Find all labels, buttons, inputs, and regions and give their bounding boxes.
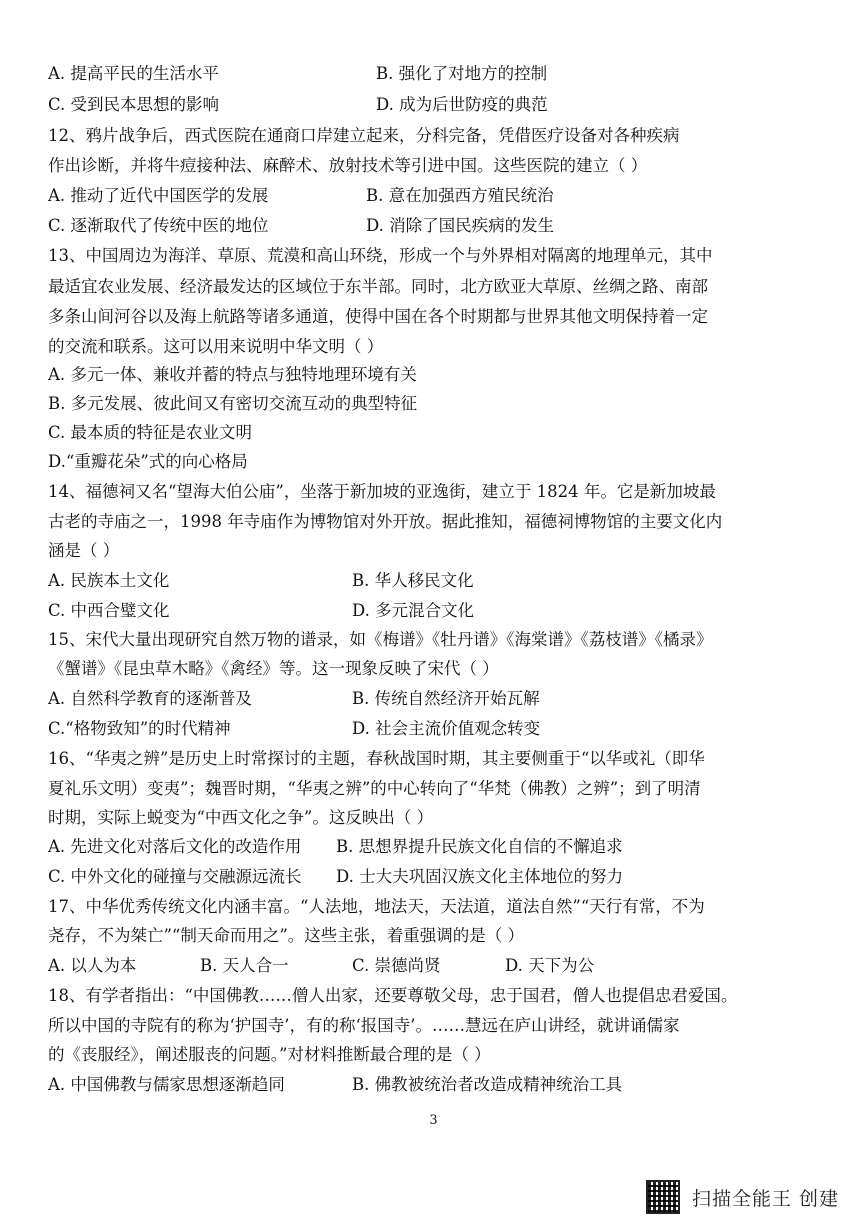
q18-stem-line-2: 所以中国的寺院有的称为‘护国寺’，有的称‘报国寺’。……慧远在庐山讲经，就讲诵儒家 <box>48 1016 680 1035</box>
q15-option-b: B. 传统自然经济开始瓦解 <box>352 689 540 708</box>
q16-option-d: D. 士大夫巩固汉族文化主体地位的努力 <box>336 867 624 886</box>
q17-stem-line-2: 尧存，不为桀亡”“制天命而用之”。这些主张，着重强调的是（ ） <box>48 926 525 945</box>
q14-option-c: C. 中西合璧文化 <box>48 601 170 620</box>
q15-option-c: C.“格物致知”的时代精神 <box>48 719 231 738</box>
q11-option-c: C. 受到民本思想的影响 <box>48 95 220 114</box>
q18-stem-line-1: 18、有学者指出：“中国佛教……僧人出家，还要尊敬父母，忠于国君，僧人也提倡忠君爱国。 <box>48 986 738 1005</box>
q18-stem-line-3: 的《丧服经》，阐述服丧的问题。”对材料推断最合理的是（ ） <box>48 1045 491 1064</box>
q15-option-d: D. 社会主流价值观念转变 <box>352 719 541 738</box>
scanner-brand-text: 扫描全能王 创建 <box>691 1187 839 1210</box>
q15-stem-line-2: 《蟹谱》《昆虫草木略》《禽经》等。这一现象反映了宋代（ ） <box>48 659 499 678</box>
q16-option-c: C. 中外文化的碰撞与交融源远流长 <box>48 867 302 886</box>
q14-stem-line-3: 涵是（ ） <box>48 541 120 560</box>
q13-option-a: A. 多元一体、兼收并蓄的特点与独特地理环境有关 <box>48 365 417 384</box>
q14-option-a: A. 民族本土文化 <box>48 571 170 590</box>
q14-stem-line-1: 14、福德祠又名“望海大伯公庙”，坐落于新加坡的亚逸街，建立于 1824 年。它是新加坡最 <box>48 482 716 501</box>
q12-stem-line-1: 12、鸦片战争后，西式医院在通商口岸建立起来，分科完备，凭借医疗设备对各种疾病 <box>48 126 680 145</box>
q11-option-b: B. 强化了对地方的控制 <box>376 64 548 83</box>
q17-stem-line-1: 17、中华优秀传统文化内涵丰富。“人法地，地法天，天法道，道法自然”“天行有常，不为 <box>48 897 705 916</box>
q16-stem-line-2: 夏礼乐文明）变夷”；魏晋时期，“华夷之辨”的中心转向了“华梵（佛教）之辨”；到了明清 <box>48 779 701 798</box>
q12-option-b: B. 意在加强西方殖民统治 <box>366 186 554 205</box>
q17-option-d: D. 天下为公 <box>505 956 595 975</box>
q14-stem-line-2: 古老的寺庙之一，1998 年寺庙作为博物馆对外开放。据此推知，福德祠博物馆的主要文化内 <box>48 512 723 531</box>
q16-stem-line-3: 时期，实际上蜕变为“中西文化之争”。这反映出（ ） <box>48 808 434 827</box>
q13-option-c: C. 最本质的特征是农业文明 <box>48 423 253 442</box>
q15-stem-line-1: 15、宋代大量出现研究自然万物的谱录，如《梅谱》《牡丹谱》《海棠谱》《荔枝谱》《橘录》 <box>48 630 713 649</box>
q13-option-b: B. 多元发展、彼此间又有密切交流互动的典型特征 <box>48 394 418 413</box>
q17-option-b: B. 天人合一 <box>200 956 289 975</box>
q16-option-b: B. 思想界提升民族文化自信的不懈追求 <box>336 837 623 856</box>
q13-stem-line-3: 多条山间河谷以及海上航路等诸多通道，使得中国在各个时期都与世界其他文明保持着一定 <box>48 307 708 326</box>
q12-option-c: C. 逐渐取代了传统中医的地位 <box>48 216 269 235</box>
q18-option-a: A. 中国佛教与儒家思想逐渐趋同 <box>48 1075 285 1094</box>
q17-option-c: C. 崇德尚贤 <box>352 956 441 975</box>
q13-option-d: D.“重瓣花朵”式的向心格局 <box>48 452 248 471</box>
q13-stem-line-2: 最适宜农业发展、经济最发达的区域位于东半部。同时，北方欧亚大草原、丝绸之路、南部 <box>48 277 708 296</box>
scanner-watermark <box>646 1180 839 1214</box>
q13-stem-line-1: 13、中国周边为海洋、草原、荒漠和高山环绕，形成一个与外界相对隔离的地理单元，其中 <box>48 246 713 265</box>
q12-stem-line-2: 作出诊断，并将牛痘接种法、麻醉术、放射技术等引进中国。这些医院的建立（ ） <box>48 156 648 175</box>
q14-option-b: B. 华人移民文化 <box>352 571 474 590</box>
q11-option-d: D. 成为后世防疫的典范 <box>376 95 548 114</box>
q15-option-a: A. 自然科学教育的逐渐普及 <box>48 689 252 708</box>
q18-option-b: B. 佛教被统治者改造成精神统治工具 <box>352 1075 623 1094</box>
q16-option-a: A. 先进文化对落后文化的改造作用 <box>48 837 302 856</box>
q12-option-a: A. 推动了近代中国医学的发展 <box>48 186 269 205</box>
page-number: 3 <box>429 1113 438 1128</box>
q11-option-a: A. 提高平民的生活水平 <box>48 64 219 83</box>
q14-option-d: D. 多元混合文化 <box>352 601 475 620</box>
q17-option-a: A. 以人为本 <box>48 956 137 975</box>
qr-code-icon <box>646 1180 680 1214</box>
q16-stem-line-1: 16、“华夷之辨”是历史上时常探讨的主题，春秋战国时期，其主要侧重于“以华或礼（即华 <box>48 749 705 768</box>
q12-option-d: D. 消除了国民疾病的发生 <box>366 216 555 235</box>
q13-stem-line-4: 的交流和联系。这可以用来说明中华文明（ ） <box>48 337 384 356</box>
